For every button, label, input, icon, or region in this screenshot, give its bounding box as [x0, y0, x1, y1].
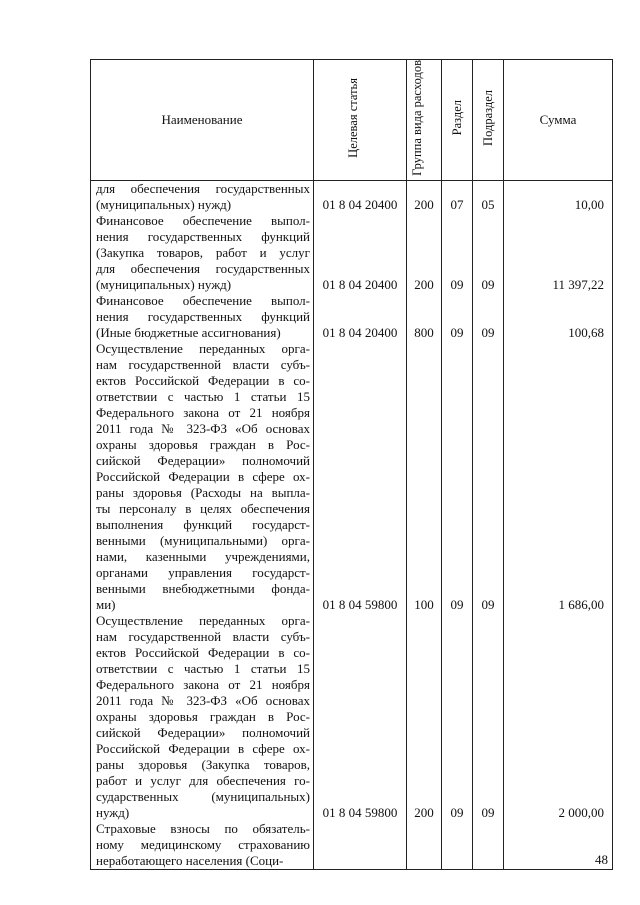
description-line: Федерального закона от 21 ноября — [96, 676, 310, 692]
row-section: 07 — [442, 180, 473, 213]
description-line: раны здоровья (Расходы на выпла- — [96, 484, 310, 500]
row-section: 09 — [442, 213, 473, 293]
row-section: 09 — [442, 613, 473, 821]
header-section: Раздел — [442, 60, 473, 181]
row-description — [91, 180, 314, 213]
description-line: 2011 года № 323-ФЗ «Об основах — [96, 420, 310, 436]
row-target-code: 01 8 04 20400 — [314, 293, 407, 341]
row-subsection: 09 — [473, 341, 504, 613]
table-header-row — [91, 60, 613, 181]
description-line: нам государственной власти субъ- — [96, 628, 310, 644]
row-amount: 2 000,00 — [504, 613, 613, 821]
description-line: ектов Российской Федерации в со- — [96, 372, 310, 388]
row-section — [442, 821, 473, 870]
row-target-code: 01 8 04 20400 — [314, 213, 407, 293]
row-subsection: 05 — [473, 180, 504, 213]
row-expense-group: 200 — [407, 613, 442, 821]
description-line: нужд) — [96, 804, 130, 820]
row-expense-group: 200 — [407, 213, 442, 293]
description-line: работ и услуг для обеспечения го- — [96, 772, 310, 788]
description-line: охраны здоровья граждан в Рос- — [96, 708, 310, 724]
description-line: (муниципальных) нужд) — [96, 276, 232, 292]
description-line: сийской Федерации» полномочий — [96, 724, 310, 740]
row-description — [91, 341, 314, 613]
row-section: 09 — [442, 293, 473, 341]
budget-table — [90, 59, 613, 870]
description-line: нами, казенными учреждениями, — [96, 548, 310, 564]
description-line: (муниципальных) нужд) — [96, 196, 232, 212]
row-subsection: 09 — [473, 213, 504, 293]
row-target-code: 01 8 04 59800 — [314, 341, 407, 613]
description-line: сударственных (муниципальных) — [96, 788, 310, 804]
header-amount: Сумма — [504, 60, 613, 181]
description-line: охраны здоровья граждан в Рос- — [96, 436, 310, 452]
description-line: Российской Федерации в сфере ох- — [96, 740, 310, 756]
row-target-code — [314, 821, 407, 870]
table-row — [91, 341, 613, 613]
description-line: Осуществление переданных орга- — [96, 612, 310, 628]
description-line: раны здоровья (Закупка товаров, — [96, 756, 310, 772]
description-line: ты персоналу в целях обеспечения — [96, 500, 310, 516]
header-subsection: Подраздел — [473, 60, 504, 181]
description-line: Финансовое обеспечение выпол- — [96, 212, 310, 228]
table-row — [91, 293, 613, 341]
description-line: нения государственных функций — [96, 308, 310, 324]
description-line: ответствии с частью 1 статьи 15 — [96, 388, 310, 404]
row-expense-group: 200 — [407, 180, 442, 213]
row-amount: 100,68 — [504, 293, 613, 341]
row-subsection: 09 — [473, 293, 504, 341]
table-row — [91, 213, 613, 293]
description-line: Финансовое обеспечение выпол- — [96, 292, 310, 308]
description-line: неработающего населения (Соци- — [96, 852, 284, 868]
description-line: ному медицинскому страхованию — [96, 836, 310, 852]
header-code: Целевая статья — [314, 60, 407, 181]
description-line: Страховые взносы по обязатель- — [96, 820, 310, 836]
description-line: для обеспечения государственных — [96, 260, 310, 276]
table-row — [91, 180, 613, 213]
description-line: ми) — [96, 596, 116, 612]
row-expense-group — [407, 821, 442, 870]
description-line: ектов Российской Федерации в со- — [96, 644, 310, 660]
description-line: (Иные бюджетные ассигнования) — [96, 324, 281, 340]
description-line: для обеспечения государственных — [96, 180, 310, 196]
table-row — [91, 613, 613, 821]
description-line: нам государственной власти субъ- — [96, 356, 310, 372]
description-line: венными (муниципальными) орга- — [96, 532, 310, 548]
description-line: органами управления государст- — [96, 564, 310, 580]
description-line: (Закупка товаров, работ и услуг — [96, 244, 310, 260]
table-row — [91, 821, 613, 870]
description-line: 2011 года № 323-ФЗ «Об основах — [96, 692, 310, 708]
header-name: Наименование — [91, 60, 314, 181]
row-subsection: 09 — [473, 613, 504, 821]
row-expense-group: 800 — [407, 293, 442, 341]
row-description — [91, 293, 314, 341]
description-line: Федерального закона от 21 ноября — [96, 404, 310, 420]
row-amount: 11 397,22 — [504, 213, 613, 293]
row-section: 09 — [442, 341, 473, 613]
row-subsection — [473, 821, 504, 870]
row-amount: 10,00 — [504, 180, 613, 213]
description-line: сийской Федерации» полномочий — [96, 452, 310, 468]
row-expense-group: 100 — [407, 341, 442, 613]
description-line: венными внебюджетными фонда- — [96, 580, 310, 596]
header-expense-group: Группа вида расходов — [407, 60, 442, 181]
row-description — [91, 821, 314, 870]
row-description — [91, 213, 314, 293]
description-line: нения государственных функций — [96, 228, 310, 244]
row-amount: 1 686,00 — [504, 341, 613, 613]
row-description — [91, 613, 314, 821]
description-line: Осуществление переданных орга- — [96, 340, 310, 356]
description-line: ответствии с частью 1 статьи 15 — [96, 660, 310, 676]
row-target-code: 01 8 04 59800 — [314, 613, 407, 821]
description-line: Российской Федерации в сфере ох- — [96, 468, 310, 484]
page-number: 48 — [595, 852, 608, 867]
description-line: выполнения функций государст- — [96, 516, 310, 532]
row-target-code: 01 8 04 20400 — [314, 180, 407, 213]
